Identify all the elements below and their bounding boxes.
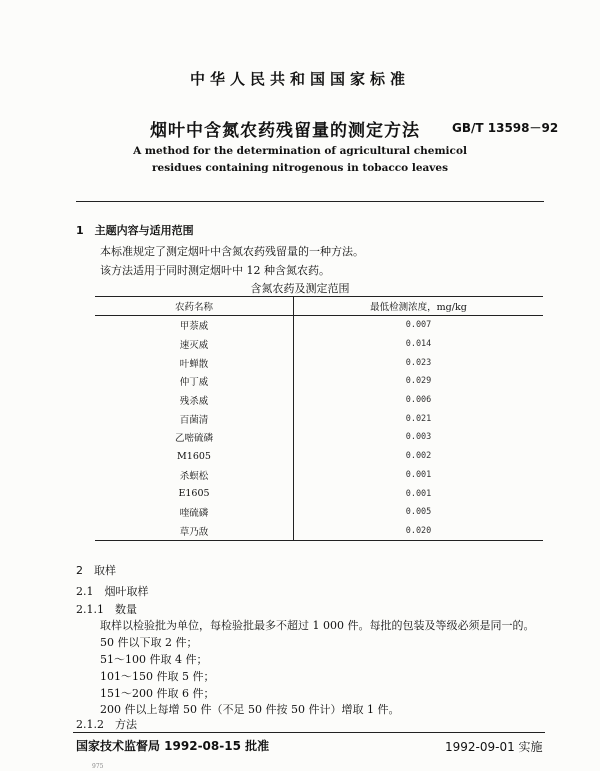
detection-limit-cell: 0.007 [405, 320, 432, 331]
sampling-item: 200 件以上每增 50 件（不足 50 件按 50 件计）增取 1 件。 [100, 703, 400, 716]
footer-divider [73, 732, 545, 733]
section2-1-2-heading: 2.1.2 方法 [76, 718, 137, 731]
sampling-rule: 取样以检验批为单位，每检验批最多不超过 1 000 件。每批的包装及等级必须是同一的。 [100, 619, 535, 632]
table-row [95, 409, 543, 428]
pesticide-name-cell: 杀螟松 [95, 466, 294, 485]
table-row [95, 428, 543, 447]
document-title-cn: 烟叶中含氮农药残留量的测定方法 [150, 121, 420, 141]
column-header-pesticide-name: 农药名称 [95, 297, 294, 316]
implementation-date: 1992-09-01 实施 [445, 740, 543, 754]
approval-date: 国家技术监督局 1992-08-15 批准 [76, 739, 270, 753]
sampling-item: 101～150 件取 5 件； [100, 670, 215, 683]
table-row [95, 503, 543, 522]
pesticide-name-cell: 残杀威 [95, 391, 294, 410]
sampling-item: 50 件以下取 2 件； [100, 636, 198, 649]
standard-number: GB/T 13598－92 [452, 121, 559, 135]
detection-limit-cell: 0.001 [405, 469, 432, 480]
detection-limit-cell: 0.029 [405, 376, 432, 387]
detection-limit-cell: 0.006 [405, 395, 432, 406]
table-caption: 含氮农药及测定范围 [250, 282, 350, 295]
table-row [95, 353, 543, 372]
pesticide-name-cell: 草乃敌 [95, 522, 294, 541]
pesticide-name-cell: 喹硫磷 [95, 503, 294, 522]
table-header-row [95, 297, 543, 316]
column-header-detection-limit: 最低检测浓度，mg/kg [294, 297, 544, 316]
section1-heading: 1 主题内容与适用范围 [76, 224, 194, 237]
sampling-item: 51～100 件取 4 件； [100, 653, 208, 666]
detection-limit-cell: 0.021 [405, 413, 432, 424]
table-row [95, 335, 543, 354]
detection-limit-cell: 0.005 [405, 507, 432, 518]
table-row [95, 447, 543, 466]
pesticide-name-cell: 速灭威 [95, 335, 294, 354]
section1-paragraph1: 本标准规定了测定烟叶中含氮农药残留量的一种方法。 [100, 245, 364, 258]
pesticide-name-cell: E1605 [95, 484, 294, 503]
national-standard-heading: 中华人民共和国国家标准 [189, 70, 410, 88]
sampling-item: 151～200 件取 6 件； [100, 687, 215, 700]
detection-limit-cell: 0.014 [405, 339, 432, 350]
table-body [95, 316, 543, 541]
section1-paragraph2: 该方法适用于同时测定烟叶中 12 种含氮农药。 [100, 264, 330, 277]
pesticide-name-cell: 甲萘威 [95, 316, 294, 335]
detection-limit-cell: 0.023 [405, 357, 432, 368]
table-row [95, 484, 543, 503]
detection-limit-cell: 0.020 [294, 522, 544, 541]
table-row [95, 466, 543, 485]
pesticide-name-cell: 叶蝉散 [95, 353, 294, 372]
document-title-en-line1: A method for the determination of agricultural chemicol [133, 145, 467, 157]
page-number: 975 [92, 763, 104, 770]
detection-limit-cell: 0.003 [405, 432, 432, 443]
table-row [95, 522, 543, 541]
pesticide-table [95, 296, 543, 541]
document-title-en-line2: residues containing nitrogenous in tobacco leaves [151, 162, 449, 174]
section2-1-1-heading: 2.1.1 数量 [76, 603, 137, 616]
pesticide-name-cell: M1605 [95, 447, 294, 466]
section2-heading: 2 取样 [76, 564, 116, 577]
detection-limit-cell: 0.001 [405, 488, 432, 499]
header-divider [76, 201, 544, 202]
section2-1-heading: 2.1 烟叶取样 [76, 585, 149, 598]
pesticide-name-cell: 仲丁威 [95, 372, 294, 391]
detection-limit-cell: 0.002 [405, 451, 432, 462]
pesticide-name-cell: 乙嘧硫磷 [95, 428, 294, 447]
pesticide-name-cell: 百菌清 [95, 409, 294, 428]
table-row [95, 372, 543, 391]
table-row [95, 316, 543, 335]
table-row [95, 391, 543, 410]
